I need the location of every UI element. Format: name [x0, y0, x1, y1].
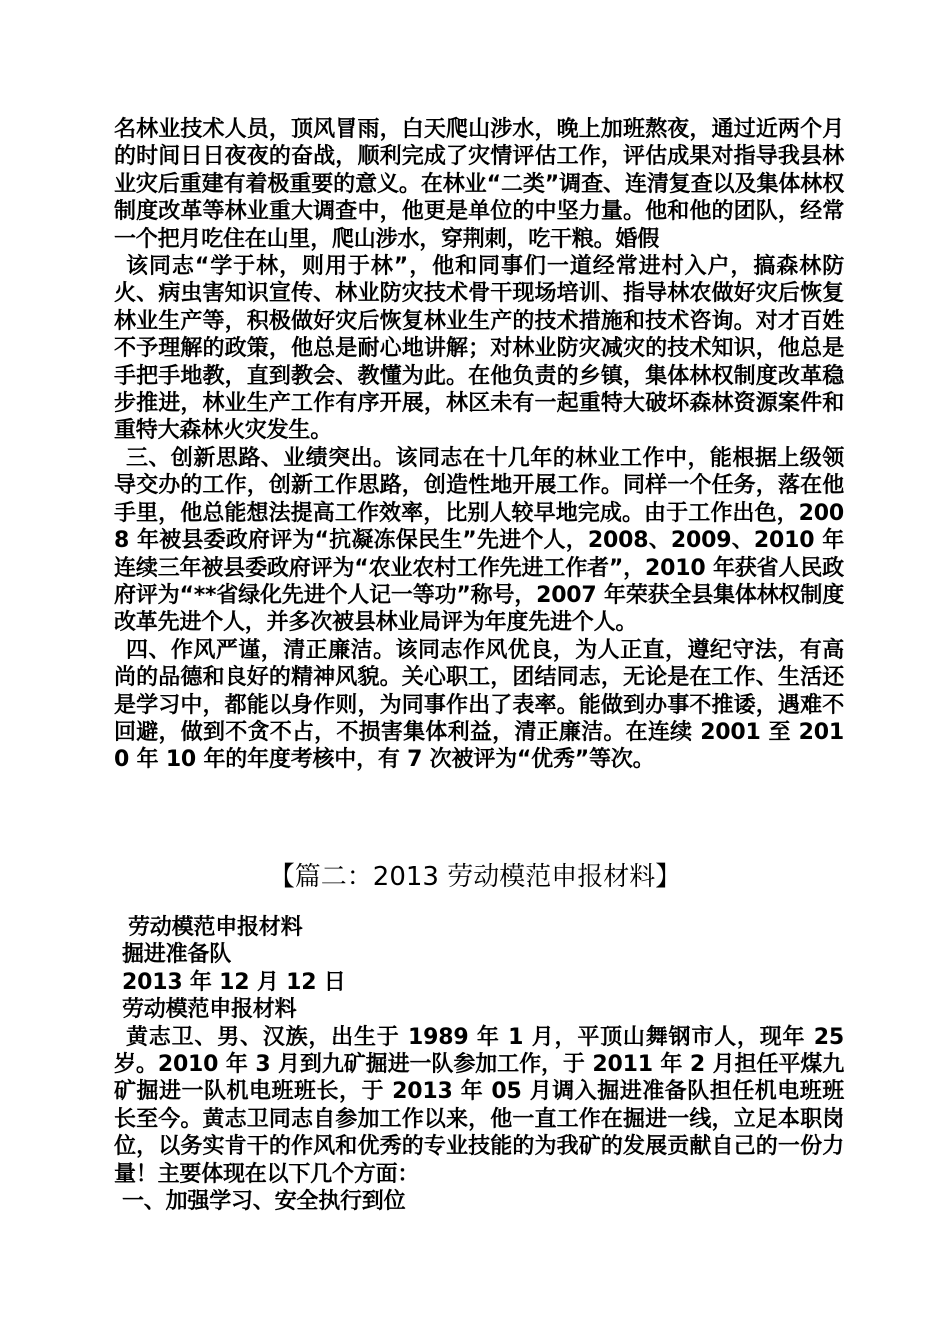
paragraph-innovation: 三、创新思路、业绩突出。该同志在十几年的林业工作中，能根据上级领导交办的工作，创新工作思路，创造性地开展工作。同样一个任务，落在他手里，他总能想法提高工作效率，比别人较早地完成。由于工作出色，2008 年被县委政府评为“抗凝冻保民生”先进个人，2008、2009、2010 年连续三年被县委政府评为“农业农村工作先进工作者”，2010 年获省人民政府评为“**省绿化先进个人记一等功”称号，2007 年荣获全县集体林权制度改革先进个人，并多次被县林业局评为年度先进个人。: [114, 445, 844, 636]
section2-heading: 一、加强学习、安全执行到位: [122, 1189, 406, 1215]
section2-paragraph: 黄志卫、男、汉族，出生于 1989 年 1 月，平顶山舞钢市人，现年 25 岁。2010 年 3 月到九矿掘进一队参加工作，于 2011 年 2 月担任平煤九矿掘进一队机电班班长，于 2013 年 05 月调入掘进准备队担任机电班班长至今。黄志卫同志自参加工作以来，他一直工作在掘进一线，立足本职岗位，以务实肯干的作风和优秀的专业技能的为我矿的发展贡献自己的一份力量！主要体现在以下几个方面：: [114, 1024, 844, 1187]
section2-date-line: 2013 年 12 月 12 日: [122, 969, 346, 995]
section2-title-line: 劳动模范申报材料: [128, 915, 303, 940]
section-title: 【篇二：2013 劳动模范申报材料】: [268, 862, 682, 892]
section2-body: [114, 914, 844, 1215]
document-body: [114, 116, 844, 774]
paragraph-forestry-work: 名林业技术人员，顶风冒雨，白天爬山涉水，晚上加班熬夜，通过近两个月的时间日日夜夜的奋战，顺利完成了灾情评估工作，评估成果对指导我县林业灾后重建有着极重要的意义。在林业“二类”调查、连清复查以及集体林权制度改革等林业重大调查中，他更是单位的中坚力量。他和他的团队，经常一个把月吃住在山里，爬山涉水，穿荆刺，吃干粮。婚假: [114, 117, 844, 252]
paragraph-integrity: 四、作风严谨，清正廉洁。该同志作风优良，为人正直，遵纪守法，有高尚的品德和良好的精神风貌。关心职工，团结同志，无论是在工作、生活还是学习中，都能以身作则，为同事作出了表率。能做到办事不推诿，遇难不回避，做到不贪不占，不损害集体利益，清正廉洁。在连续 2001 至 2010 年 10 年的年度考核中，有 7 次被评为“优秀”等次。: [114, 637, 844, 773]
section2-unit-line: 掘进准备队: [122, 942, 232, 968]
section2-subtitle-line: 劳动模范申报材料: [122, 997, 297, 1023]
paragraph-learning-applied: 该同志“学于林，则用于林”，他和同事们一道经常进村入户，搞森林防火、病虫害知识宣传、林业防灾技术骨干现场培训、指导林农做好灾后恢复林业生产等，积极做好灾后恢复林业生产的技术措施和技术咨询。对才百姓不予理解的政策，他总是耐心地讲解；对林业防灾减灾的技术知识，他总是手把手地教，直到教会、教懂为此。在他负责的乡镇，集体林权制度改革稳步推进，林业生产工作有序开展，林区未有一起重特大破坏森林资源案件和重特大森林火灾发生。: [114, 254, 844, 444]
